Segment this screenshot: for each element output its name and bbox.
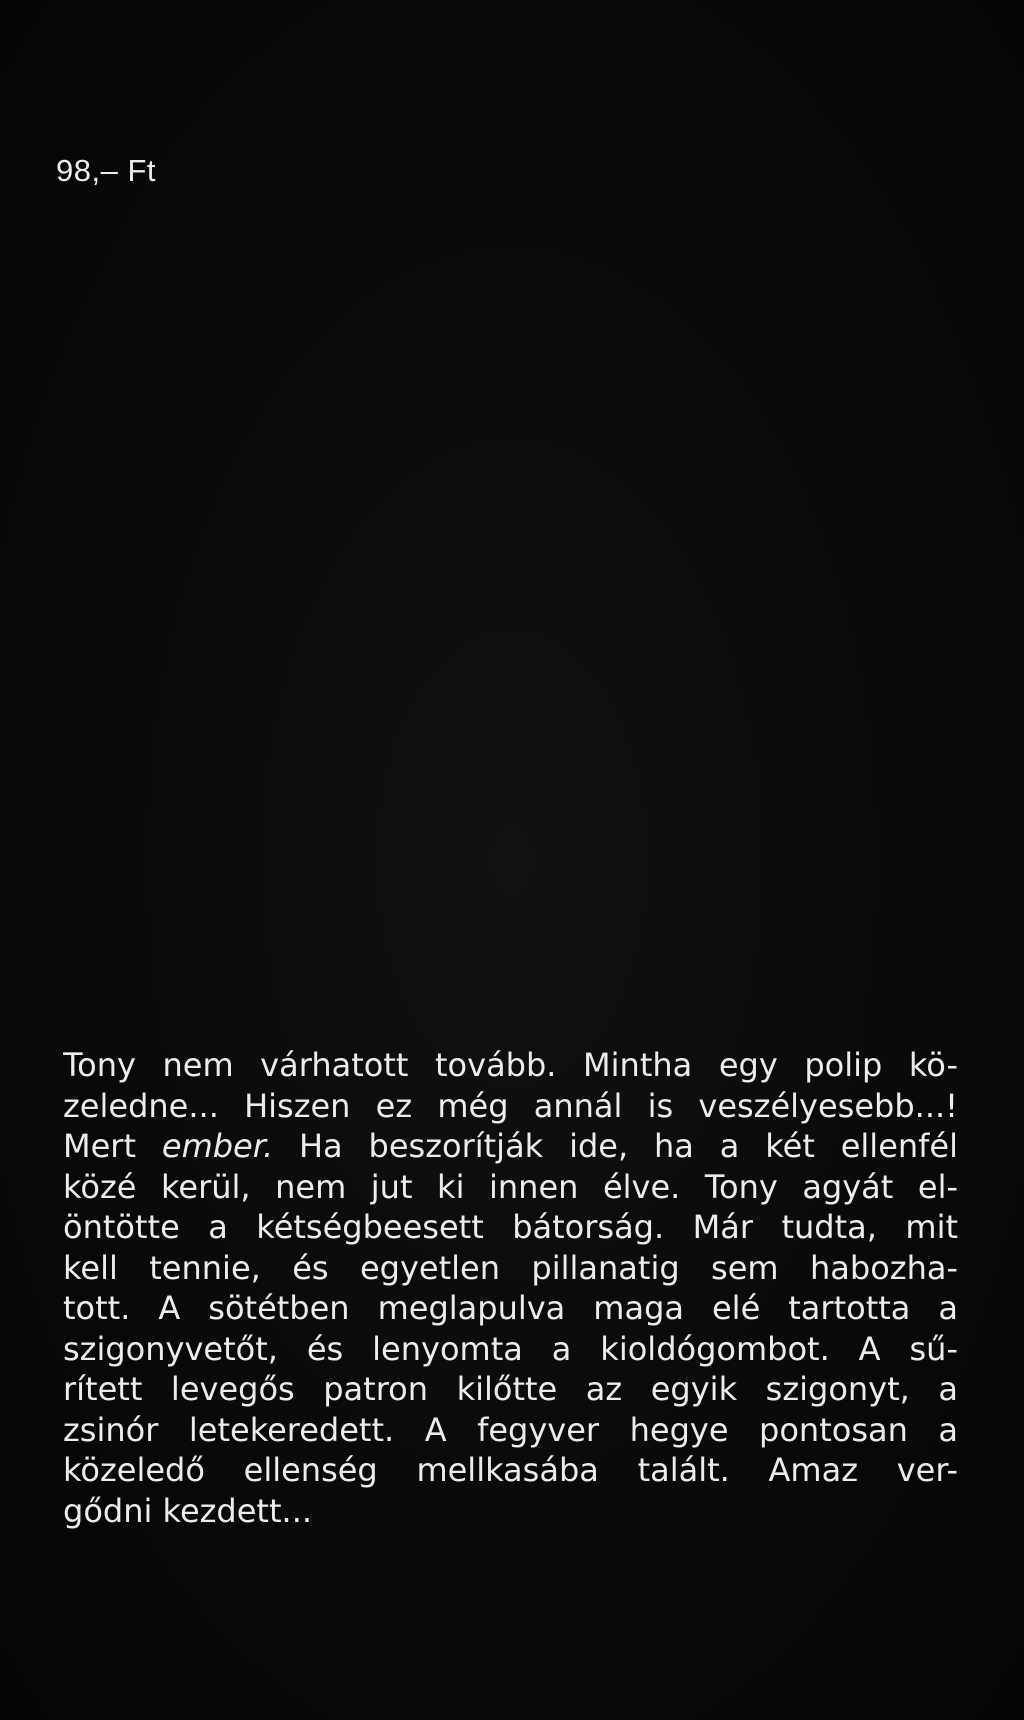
blurb-line bbox=[63, 1126, 958, 1167]
blurb-line: zsinór letekeredett. A fegyver hegye pontosan a bbox=[63, 1410, 958, 1449]
blurb-line: tott. A sötétben meglapulva maga elé tartotta a bbox=[63, 1289, 958, 1327]
blurb-line: közé kerül, nem jut ki innen élve. Tony agyát el- bbox=[63, 1167, 958, 1206]
blurb-line: Tony nem várhatott tovább. Mintha egy polip kö- bbox=[63, 1046, 958, 1084]
blurb-line: közeledő ellenség mellkasába talált. Amaz ver- bbox=[63, 1451, 958, 1489]
blurb-line: öntötte a kétségbeesett bátorság. Már tudta, mit bbox=[63, 1208, 958, 1246]
price-label: 98,– Ft bbox=[56, 153, 156, 188]
blurb-line: zeledne... Hiszen ez még annál is veszélyesebb...! bbox=[63, 1086, 958, 1125]
blurb-line-rest: Ha beszorítják ide, ha a két ellenfél bbox=[273, 1127, 958, 1165]
blurb-line-start: Mert bbox=[63, 1127, 136, 1165]
blurb-line: rített levegős patron kilőtte az egyik szigonyt, a bbox=[63, 1370, 958, 1408]
blurb-text bbox=[63, 1045, 958, 1531]
emphasized-word: ember. bbox=[161, 1127, 274, 1165]
blurb-line: szigonyvetőt, és lenyomta a kioldógombot. A sű- bbox=[63, 1329, 958, 1368]
blurb-line: gődni kezdett... bbox=[63, 1491, 313, 1530]
blurb-line: kell tennie, és egyetlen pillanatig sem habozha- bbox=[63, 1248, 958, 1287]
